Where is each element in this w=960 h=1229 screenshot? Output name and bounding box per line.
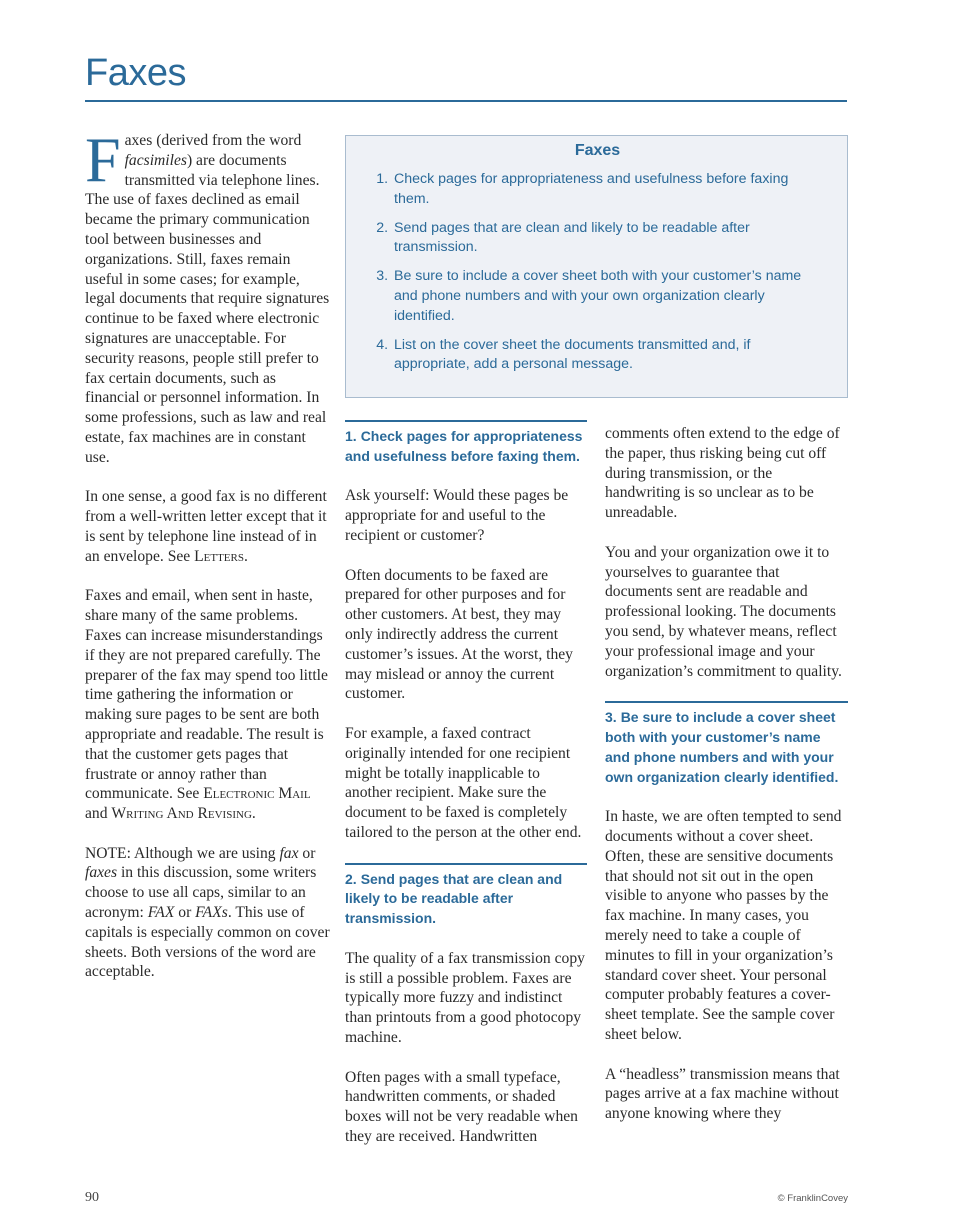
text-run: ) are documents transmitted via telephone lines. The use of faxes declined as email became the primary communication tool between businesses and organizations. Still, faxes remain useful in some cases; for example, legal documents that require signatures continue to be faxed where electronic signatures are unacceptable. For security reasons, people still prefer to fax certain documents, such as financial or personnel information. In some professions, such as law and real estate, fax machines are in constant use. <box>85 151 330 466</box>
text-run: or <box>174 904 196 922</box>
paragraph-email <box>85 586 330 824</box>
right-column <box>605 424 848 1144</box>
text-run: NOTE: Although we are using <box>85 844 280 862</box>
paragraph: Often pages with a small typeface, handwritten comments, or shaded boxes will not be very readable when they are received. Handwritten <box>345 1068 578 1145</box>
paragraph: For example, a faxed contract originally intended for one recipient might be totally inapplicable to another recipient. Make sure the document to be faxed is completely tailored to the person at the other end. <box>345 724 582 841</box>
text-run: . <box>243 547 248 565</box>
emphasis: FAX <box>147 904 175 922</box>
emphasis: fax <box>279 844 299 862</box>
paragraph: A “headless” transmission means that pages arrive at a fax machine without anyone knowing where they <box>605 1065 840 1123</box>
callout-item: 3. Be sure to include a cover sheet both with your customer’s name and phone numbers and with your own organization clearly identified. <box>392 267 825 326</box>
paragraph: Often documents to be faxed are prepared for other purposes and for other customers. At best, they may only indirectly address the current customer’s issues. At the worst, they may mislead or annoy the current customer. <box>345 566 573 703</box>
callout-title: Faxes <box>574 142 621 159</box>
text-run: In one sense, a good fax is no different from a well-written letter except that it is sent by telephone line instead of in an envelope. See <box>85 488 327 565</box>
paragraph: comments often extend to the edge of the paper, thus risking being cut off during transmission, or the handwriting is so unclear as to be unreadable. <box>605 425 840 522</box>
title-rule <box>85 100 847 102</box>
page-number: 90 <box>85 1190 99 1205</box>
text-run: . <box>251 805 256 823</box>
text-run: and <box>85 805 112 823</box>
paragraph-note <box>85 844 330 983</box>
text-run: . This use of capitals is especially common on cover sheets. Both versions of the word are acceptable. <box>85 904 330 981</box>
text-run: in this discussion, some writers choose to use all caps, similar to an acronym: <box>85 864 317 922</box>
text-run: axes (derived from the word <box>124 132 302 149</box>
faxes-summary-box <box>345 135 848 398</box>
left-column <box>85 124 330 1002</box>
callout-list <box>370 170 825 375</box>
callout-item: 2. Send pages that are clean and likely to be readable after transmission. <box>392 219 825 258</box>
cross-ref-letters: Letters <box>194 547 244 565</box>
section-heading-text <box>605 709 838 784</box>
callout-item: 4. List on the cover sheet the documents transmitted and, if appropriate, add a personal message. <box>392 336 825 375</box>
emphasis: FAXs <box>195 904 228 922</box>
page-title: Faxes <box>85 52 186 94</box>
text-run: Faxes and email, when sent in haste, share many of the same problems. Faxes can increase misunderstandings if they are not prepared carefully. The preparer of the fax may spend too little time gathering the information or making sure pages to be sent are both appropriate and readable. The result is that the customer gets pages that frustrate or annoy rather than communicate. See <box>85 587 328 803</box>
section-heading-1 <box>345 420 587 467</box>
section-title: Check pages for appropriateness and usefulness before faxing them. <box>345 428 583 464</box>
cross-ref-electronic-mail: Electronic Mail <box>203 785 311 803</box>
middle-column <box>345 420 587 1166</box>
emphasis: facsimiles <box>124 151 187 169</box>
copyright: © FranklinCovey <box>777 1193 848 1204</box>
emphasis: faxes <box>85 864 118 882</box>
paragraph: You and your organization owe it to yourselves to guarantee that documents sent are readable and professional looking. The documents you send, by whatever means, reflect your professional image and your organization’s commitment to quality. <box>605 543 842 680</box>
text-run: or <box>298 844 316 862</box>
section-heading-text <box>345 871 562 927</box>
callout-item: 1. Check pages for appropriateness and usefulness before faxing them. <box>392 170 825 209</box>
section-number: 2. <box>345 870 357 887</box>
cross-ref-writing-revising: Writing And Revising <box>111 805 252 823</box>
section-title: Be sure to include a cover sheet both with your customer’s name and phone numbers and with your own organization clearly identified. <box>605 709 839 785</box>
section-heading-2 <box>345 863 587 929</box>
section-number: 3. <box>605 709 617 726</box>
paragraph: Ask yourself: Would these pages be appropriate for and useful to the recipient or customer? <box>345 487 569 544</box>
paragraph: In haste, we are often tempted to send documents without a cover sheet. Often, these are sensitive documents that should not sit out in the open visible to anyone who passes by the fax machine. In many cases, you merely need to take a couple of minutes to fill in your organization’s standard cover sheet. Your personal computer probably features a cover-sheet template. See the sample cover sheet below. <box>605 808 842 1043</box>
paragraph: The quality of a fax transmission copy is still a possible problem. Faxes are typically more fuzzy and indistinct than printouts from a good photocopy machine. <box>345 949 585 1046</box>
section-title: Send pages that are clean and likely to be readable after transmission. <box>345 870 563 927</box>
section-heading-3 <box>605 701 848 787</box>
paragraph-letters <box>85 487 330 566</box>
section-heading-text <box>345 428 582 464</box>
intro-paragraph <box>85 124 330 468</box>
section-number: 1. <box>345 428 357 444</box>
drop-cap: F <box>85 124 121 195</box>
